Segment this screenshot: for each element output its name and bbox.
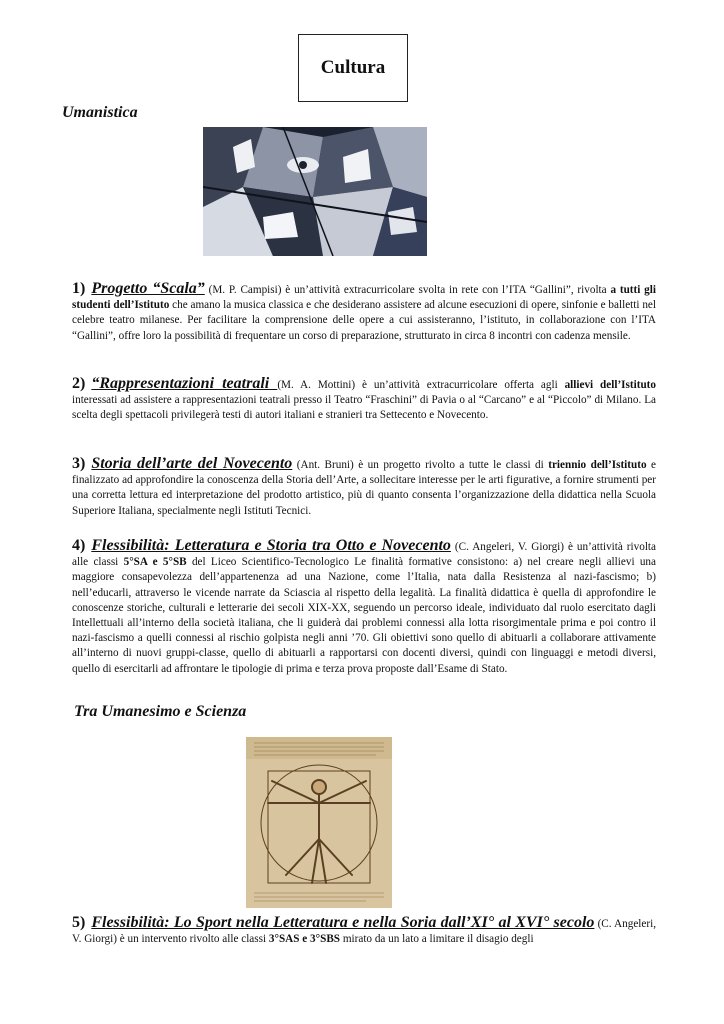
section-heading-umanistica: Umanistica — [62, 104, 138, 121]
item-lead: (M. A. Mottini) è un’attività extracurricolare offerta agli — [277, 379, 565, 391]
item-lead: (M. P. Campisi) è un’attività extracurricolare svolta in rete con l’ITA “Gallini”, rivolta — [204, 284, 611, 296]
section-heading-tra-umanesimo: Tra Umanesimo e Scienza — [74, 703, 247, 720]
item-number: 5) — [72, 914, 86, 931]
item-text: mirato da un lato a limitare il disagio degli — [340, 933, 534, 946]
item-number: 1) — [72, 280, 86, 297]
item-bold: a tutti gli studenti dell’Istituto — [72, 284, 656, 312]
item-title: Flessibilità: Lo Sport nella Letteratura e nella Soria dall’XI° al XVI° secolo — [91, 914, 595, 931]
item-bold: 3°SAS e 3°SBS — [268, 933, 341, 946]
page-title: Cultura — [298, 34, 408, 102]
item-lead: (C. Angeleri, V. Giorgi) è un intervento rivolto alle classi — [72, 918, 656, 946]
item-title: Progetto “Scala” — [91, 280, 205, 297]
item-bold: allievi dell’Istituto — [564, 379, 656, 391]
item-number: 4) — [72, 537, 86, 554]
item-text: e finalizzato ad approfondire la conoscenza della Storia dell’Arte, a sollecitare interesse per le arti figurative, a fornire strumenti per una corretta lettura ed interpretazione del prodotto artistico, più di quanto consenta l’organizzazione della didattica nella Scuola Superiore Italiana, specialmente negli Istituti Tecnici. — [72, 459, 656, 517]
item-title: Flessibilità: Letteratura e Storia tra Otto e Novecento — [91, 537, 451, 554]
item-text: che amano la musica classica e che desiderano assistere ad alcune esecuzioni di opere, sinfonie e balletti nel celebre teatro milanese. Per facilitare la comprensione delle opere a cui assisteranno, l’istituto, in collaborazione con l’ITA “Gallini”, offre loro la possibilità di frequentare un corso di preparazione, strutturato in circa 8 incontri con cadenza mensile. — [72, 299, 656, 342]
list-item — [72, 376, 656, 424]
item-bold: 5°SA e 5°SB — [123, 556, 187, 569]
list-item — [72, 538, 656, 677]
item-lead: (Ant. Bruni) è un progetto rivolto a tutte le classi di — [292, 459, 549, 471]
item-lead: (C. Angeleri, V. Giorgi) è un’attività rivolta alle classi — [72, 541, 656, 569]
item-text: interessati ad assistere a rappresentazioni teatrali presso il Teatro “Fraschini” di Pavia o al “Carcano” e al “Piccolo” di Milano. La scelta degli spettacoli privilegerà testi di autori italiani e stranieri tra Settecento e Novecento. — [72, 394, 656, 422]
item-title: “Rappresentazioni teatrali — [91, 375, 278, 392]
list-item — [72, 281, 656, 344]
vitruvian-man-image — [246, 737, 392, 908]
list-item — [72, 915, 656, 947]
list-item — [72, 456, 656, 519]
guernica-painting-image — [203, 127, 427, 256]
item-text: del Liceo Scientifico-Tecnologico Le finalità formative consistono: a) nel creare negli allievi una maggiore consapevolezza dell’appartenenza ad una Nazione, come l’Italia, nata dalla Resistenza al nazi-fascismo; b) nell’educarli, attraverso le vicende narrate da Sciascia al rispetto della legalità. La finalità didattica è quella di approfondire le conoscenze storiche, culturali e letterarie dei secoli XIX-XX, seguendo un percorso ideale, individuato dal ruolo esercitato dagli Intellettuali all’interno della società italiana, che li guiderà dai problemi connessi alla lotta risorgimentale prima e poi contro il nazi-fascismo a quelli connessi al rischio golpista negli anni ’70. Gli obiettivi sono quello di abituarli a collaborare attivamente all’interno di nuovi gruppi-classe, quello di abituarli a rapportarsi con docenti diversi, quindi con linguaggi e metodi diversi, quello di esercitarli ad affrontare le tipologie di prima e terza prova proposte dall’Esame di Stato. — [72, 556, 656, 675]
item-bold: triennio dell’Istituto — [548, 459, 647, 471]
item-number: 3) — [72, 455, 86, 472]
item-title: Storia dell’arte del Novecento — [91, 455, 293, 472]
item-number: 2) — [72, 375, 86, 392]
